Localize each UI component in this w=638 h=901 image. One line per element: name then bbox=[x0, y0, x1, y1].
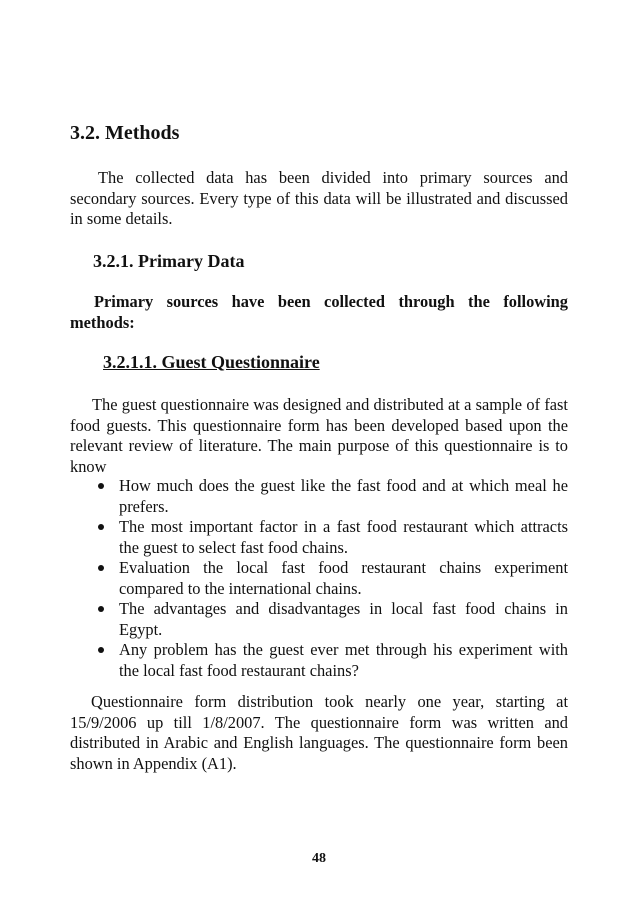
list-item bbox=[96, 476, 568, 517]
section-heading: 3.2. Methods bbox=[70, 122, 180, 144]
list-item-text: Evaluation the local fast food restaurant chains experiment compared to the international chains. bbox=[119, 558, 568, 598]
section-intro-paragraph: The collected data has been divided into primary sources and secondary sources. Every type of this data will be illustrated and discussed in some details. bbox=[70, 168, 568, 228]
bullet-icon bbox=[98, 647, 104, 653]
bullet-icon bbox=[98, 606, 104, 612]
list-item bbox=[96, 599, 568, 640]
subsubsection-heading: 3.2.1.1. Guest Questionnaire bbox=[103, 352, 320, 372]
bullet-icon bbox=[98, 483, 104, 489]
subsection-heading: 3.2.1. Primary Data bbox=[93, 251, 245, 271]
list-item-text: The most important factor in a fast food restaurant which attracts the guest to select fast food chains. bbox=[119, 517, 568, 557]
list-item bbox=[96, 640, 568, 681]
questionnaire-intro-paragraph: The guest questionnaire was designed and distributed at a sample of fast food guests. This questionnaire form has been developed based upon the relevant review of literature. The main purpose of this questionnaire is to know bbox=[70, 395, 568, 476]
list-item bbox=[96, 517, 568, 558]
list-item bbox=[96, 558, 568, 599]
page-number: 48 bbox=[312, 851, 326, 866]
questionnaire-objectives-list bbox=[96, 476, 568, 681]
list-item-text: Any problem has the guest ever met through his experiment with the local fast food restaurant chains? bbox=[119, 640, 568, 680]
questionnaire-closing-paragraph: Questionnaire form distribution took nearly one year, starting at 15/9/2006 up till 1/8/2007. The questionnaire form was written and distributed in Arabic and English languages. The questionnaire form been shown in Appendix (A1). bbox=[70, 692, 568, 773]
subsection-intro-paragraph: Primary sources have been collected through the following methods: bbox=[70, 292, 568, 332]
bullet-icon bbox=[98, 565, 104, 571]
list-item-text: The advantages and disadvantages in local fast food chains in Egypt. bbox=[119, 599, 568, 639]
bullet-icon bbox=[98, 524, 104, 530]
list-item-text: How much does the guest like the fast food and at which meal he prefers. bbox=[119, 476, 568, 516]
